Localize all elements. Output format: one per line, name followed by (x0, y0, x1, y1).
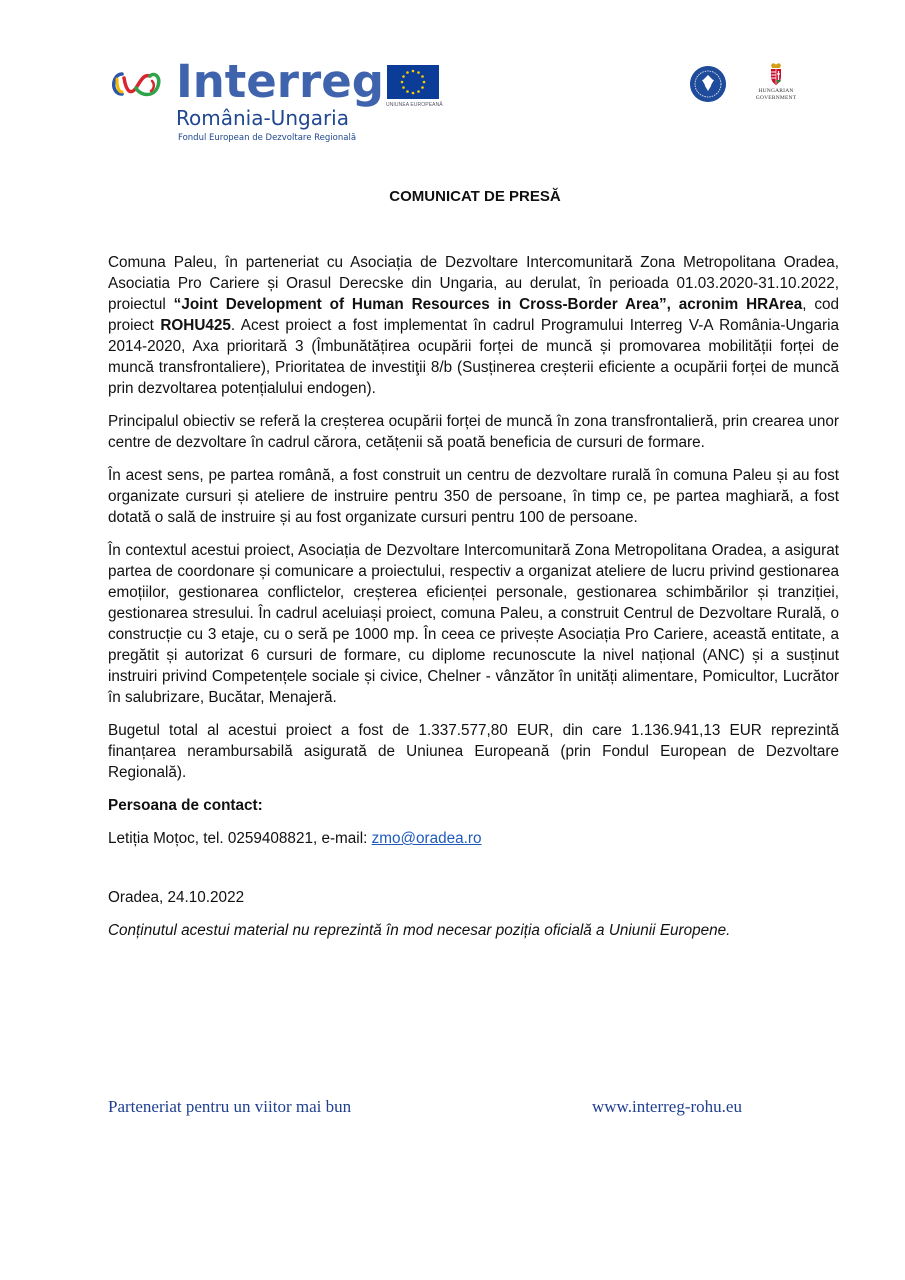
page-header (0, 0, 905, 150)
paragraph-results: În acest sens, pe partea română, a fost construit un centru de dezvoltare rurală în comuna Paleu și au fost organizate cursuri și ateliere de instruire pentru 350 de persoane, în timp ce, pe partea maghiară, a fost dotată o sală de instruire și au fost organizate cursuri pentru 100 de persoane. (108, 467, 839, 526)
intro-text: Comuna Paleu, în parteneriat cu Asociația de Dezvoltare Intercomunitară Zona Metropolitana Oradea, Asociatia Pro Cariere și Orasul Derecske din Ungaria, au derulat, în perioada 01.03.2020-31.10.2022, proiectul (108, 254, 839, 313)
brand-fund: Fondul European de Dezvoltare Regională (178, 133, 357, 143)
intro-text-3: . Acest proiect a fost implementat în cadrul Programului Interreg V-A România-Ungaria 2014-2020, Axa prioritară 3 (Îmbunătățirea ocupării forței de muncă și promovarea mobilității forței de muncă transfrontaliere), Prioritatea de investiţii 8/b (Susținerea creșterii eficiente a ocupării forței de muncă prin dezvoltarea potențialului endogen). (108, 317, 839, 397)
hungarian-government-logo (752, 62, 800, 106)
eu-flag-icon (387, 65, 439, 99)
footer-slogan: Parteneriat pentru un viitor mai bun (108, 1097, 352, 1116)
romanian-government-seal-icon (690, 66, 726, 102)
page-title: COMUNICAT DE PRESĂ (389, 188, 561, 205)
interreg-logo (108, 55, 448, 147)
contact-details (108, 828, 839, 849)
contact-email-link[interactable]: zmo@oradea.ro (371, 830, 482, 847)
brand-wordmark: Interreg (176, 55, 384, 108)
eu-label: UNIUNEA EUROPEANĂ (386, 102, 443, 108)
paragraph-intro (108, 252, 839, 399)
contact-text: Letiția Moțoc, tel. 0259408821, e-mail: (108, 830, 372, 847)
place-date: Oradea, 24.10.2022 (108, 889, 245, 906)
project-name: “Joint Development of Human Resources in Cross-Border Area”, acronim HRArea (173, 296, 803, 313)
paragraph-budget: Bugetul total al acestui proiect a fost de 1.337.577,80 EUR, din care 1.136.941,13 EUR reprezintă finanțarea nerambursabilă asigurată de Uniunea Europeană (prin Fondul European de Dezvoltare Regională). (108, 722, 839, 781)
paragraph-activities: În contextul acestui proiect, Asociația de Dezvoltare Intercomunitară Zona Metropolitana Oradea, a asigurat partea de coordonare și comunicare a proiectului, respectiv a organizat ateliere de lucru privind gestionarea emoțiilor, gestionarea conflictelor, creșterea eficienței personale, gestionarea schimbărilor și tranziției, gestionarea stresului. În cadrul aceluiași proiect, comuna Paleu, a construit Centrul de Dezvoltare Rurală, o construcție cu 3 etaje, cu o seră pe 1000 mp. În ceea ce privește Asociația Pro Cariere, această entitate, a pregătit și autorizat 6 cursuri de formare, cu diplome recunoscute la nivel național (ANC) și a susținut instruiri privind Competențele sociale și civice, Chelner - vânzător în unități alimentare, Pomicultor, Lucrător în salubrizare, Bucătar, Menajeră. (108, 542, 839, 706)
project-code: ROHU425 (160, 317, 231, 334)
eu-disclaimer: Conținutul acestui material nu reprezintă în mod necesar poziția oficială a Uniunii Europene. (108, 922, 731, 939)
paragraph-objective: Principalul obiectiv se referă la creșterea ocupării forței de muncă în zona transfrontalieră, prin crearea unor centre de dezvoltare în cadrul cărora, cetățenii să poată beneficia de cursuri de formare. (108, 413, 839, 451)
footer-website[interactable]: www.interreg-rohu.eu (592, 1097, 742, 1116)
document-body (108, 252, 839, 953)
hungarian-government-label: HUNGARIAN GOVERNMENT (755, 88, 797, 101)
intro-text-2: , cod proiect (108, 296, 839, 334)
brand-region: România-Ungaria (176, 106, 349, 130)
hungarian-coat-of-arms-icon (768, 62, 784, 86)
contact-heading: Persoana de contact: (108, 797, 263, 814)
interreg-rings-icon (108, 68, 164, 100)
